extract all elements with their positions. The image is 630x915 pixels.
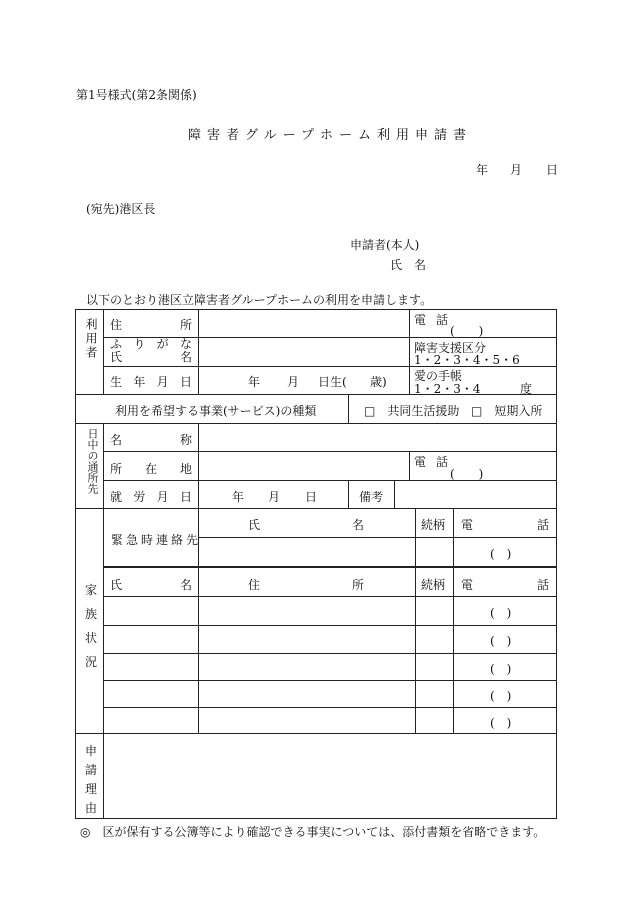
ai-techo-label: 愛の手帳 [414,369,463,383]
birthdate-label: 生 年 月 日 [110,375,192,389]
address-label: 住 所 [110,318,192,332]
form-number: 第1号様式(第2条関係) [76,88,197,102]
applicant-name-label: 氏 名 [390,258,427,272]
daytime-section-label: 日中の通所先 [86,428,99,494]
birth-month: 月 [287,375,300,389]
family-phone-paren-3: ( ) [490,662,512,676]
birth-age: 歳) [370,375,387,389]
family-name-header: 氏 名 [110,578,192,592]
family-relation-header: 続柄 [421,578,446,592]
work-day: 日 [305,490,318,504]
form-title: 障害者グループホーム利用申請書 [188,128,472,143]
emergency-phone-paren: ( ) [490,547,512,561]
service-label: 利用を希望する事業(サービス)の種類 [115,404,317,418]
remarks-label: 備考 [359,490,384,504]
ai-techo-degree: 度 [520,382,533,396]
ai-techo-options: 1・2・3・4 [414,382,481,396]
disability-options: 1・2・3・4・5・6 [414,353,520,367]
date-month: 月 [510,163,523,177]
family-section-label: 家 族 状 況 [84,583,97,669]
applicant-label: 申請者(本人) [350,238,420,252]
family-phone-header: 電 話 [461,578,549,592]
work-month: 月 [268,490,281,504]
user-section-label: 利用者 [84,318,98,360]
work-date-label: 就 労 月 日 [110,490,192,504]
date-day: 日 [546,163,559,177]
work-year: 年 [232,490,245,504]
disability-label: 障害支援区分 [414,341,487,355]
family-phone-paren-4: ( ) [490,689,512,703]
date-year: 年 [476,163,489,177]
phone-label: 電話 [414,313,459,327]
family-phone-paren-5: ( ) [490,716,512,730]
service-option-group-home[interactable]: □ 共同生活援助 [364,404,460,418]
facility-name-label: 名 称 [110,433,192,447]
family-phone-paren-2: ( ) [490,634,512,648]
furigana-name-label: ふ り が な 氏 名 [110,337,192,364]
footnote: ◎ 区が保有する公簿等により確認できる事実については、添付書類を省略できます。 [80,825,546,839]
daytime-phone-label: 電話 [414,455,459,469]
phone-paren: ( ) [450,324,484,338]
emergency-name-header: 氏 名 [248,518,364,532]
family-phone-paren-1: ( ) [490,606,512,620]
emergency-contact-label: 緊急時連絡先 [111,533,202,547]
intro-text: 以下のとおり港区立障害者グループホームの利用を申請します。 [86,293,433,307]
family-address-header: 住 所 [248,578,364,592]
birth-year: 年 [248,375,261,389]
addressee: (宛先)港区長 [86,202,156,216]
service-option-short-stay[interactable]: □ 短期入所 [471,404,543,418]
birth-day: 日生( [318,375,347,389]
reason-section-label: 申 請 理 由 [84,744,97,815]
emergency-phone-header: 電 話 [461,518,549,532]
daytime-phone-paren: ( ) [450,467,484,481]
location-label: 所 在 地 [110,462,192,476]
emergency-relation-header: 続柄 [421,518,446,532]
